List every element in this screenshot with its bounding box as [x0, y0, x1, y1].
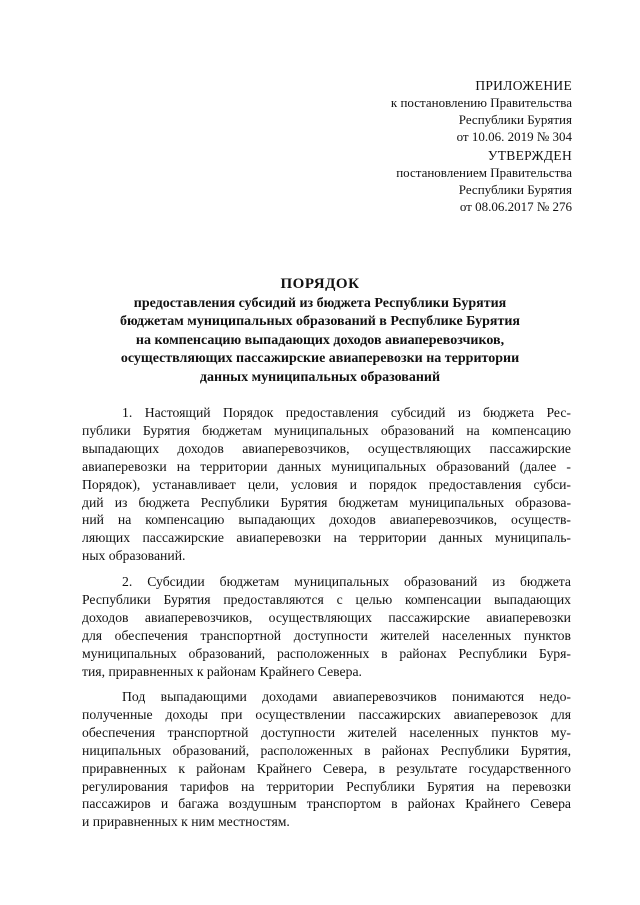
paragraph-line: выпадающих доходов авиаперевозчиков, осуществляющих пассажирские [82, 440, 571, 456]
paragraph-line: доходов авиаперевозчиков, осуществляющих пассажирские авиаперевозки [82, 609, 571, 625]
title-line: бюджетам муниципальных образований в Республике Бурятия [120, 314, 520, 330]
paragraph-line: регулирования тарифов на территории Республики Бурятия на перевозки [82, 778, 571, 794]
title-line: на компенсацию выпадающих доходов авиаперевозчиков, [135, 332, 505, 348]
appendix-line: Республики Бурятия [458, 112, 572, 127]
paragraph-line: пассажиров и багажа воздушным транспортом в районах Крайнего Севера [82, 796, 571, 812]
paragraph-3 [82, 688, 571, 831]
paragraph-line: ний на компенсацию выпадающих доходов авиаперевозчиков, осуществ- [82, 512, 571, 528]
paragraph-line: Под выпадающими доходами авиаперевозчиков понимаются недо- [122, 689, 571, 704]
approval-date: от 08.06.2017 № 276 [459, 199, 572, 214]
paragraph-line: приравненных к районам Крайнего Севера, в результате государственного [82, 760, 571, 776]
paragraph-line: Республики Бурятия предоставляются с целью компенсации выпадающих [82, 591, 571, 607]
document-title [0, 275, 640, 388]
paragraph-line: Порядок), устанавливает цели, условия и порядок предоставления субси- [82, 476, 571, 492]
appendix-title: ПРИЛОЖЕНИЕ [475, 78, 572, 93]
paragraph-line: ниципальных образований, расположенных в районах Республики Бурятия, [82, 742, 571, 758]
paragraph-line: ных образований. [82, 548, 186, 564]
paragraph-line: полученные доходы при осуществлении пассажирских авиаперевозок для [82, 706, 571, 722]
title-line: данных муниципальных образований [199, 369, 441, 385]
paragraph-line: для обеспечения транспортной доступности жителей населенных пунктов [82, 627, 571, 643]
approval-line: Республики Бурятия [458, 182, 572, 197]
paragraph-line: обеспечения транспортной доступности жителей населенных пунктов му- [82, 724, 571, 740]
appendix-line: к постановлению Правительства [390, 95, 572, 110]
appendix-date: от 10.06. 2019 № 304 [456, 129, 572, 144]
paragraph-line: и приравненных к ним местностям. [82, 814, 290, 830]
paragraph-line: муниципальных образований, расположенных в районах Республики Буря- [82, 645, 571, 661]
appendix-header [391, 77, 572, 145]
paragraph-line: дий из бюджета Республики Бурятия бюджетам муниципальных образова- [82, 494, 571, 510]
paragraph-2 [82, 573, 571, 680]
approval-line: постановлением Правительства [396, 165, 572, 180]
approval-title: УТВЕРЖДЕН [487, 148, 572, 163]
paragraph-line: публики Бурятия бюджетам муниципальных образований на компенсацию [82, 422, 571, 438]
paragraph-line: авиаперевозки на территории данных муниципальных образований (далее - [82, 458, 571, 474]
paragraph-line: 1. Настоящий Порядок предоставления субсидий из бюджета Рес- [122, 405, 571, 420]
approval-header [396, 147, 572, 215]
paragraph-line: ляющих пассажирские авиаперевозки на территории данных муниципаль- [82, 530, 571, 546]
paragraph-1 [82, 404, 571, 565]
document-heading: ПОРЯДОК [280, 276, 360, 292]
title-line: осуществляющих пассажирские авиаперевозки на территории [120, 351, 520, 367]
title-line: предоставления субсидий из бюджета Республики Бурятия [133, 295, 507, 311]
paragraph-line: 2. Субсидии бюджетам муниципальных образований из бюджета [122, 574, 571, 589]
paragraph-line: тия, приравненных к районам Крайнего Севера. [82, 663, 362, 679]
